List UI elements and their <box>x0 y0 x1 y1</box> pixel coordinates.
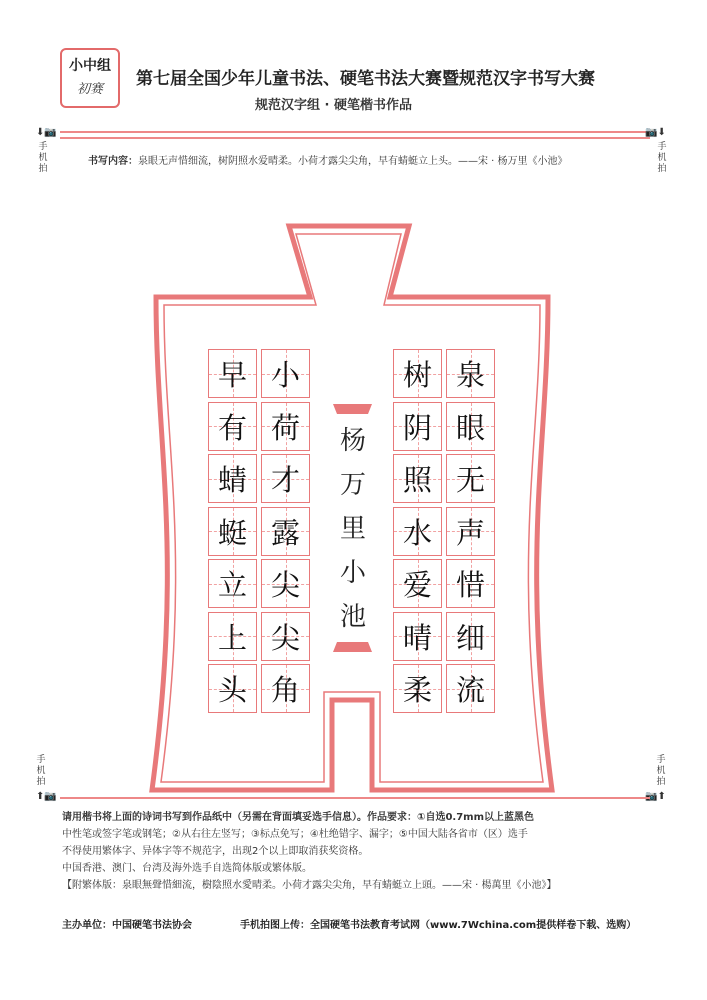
grid-character: 照 <box>402 463 432 497</box>
grid-character: 角 <box>270 673 300 707</box>
footer-organizer: 主办单位：中国硬笔书法协会 <box>62 920 192 931</box>
grid-cell <box>208 454 257 503</box>
grid-cell <box>393 402 442 451</box>
instruction-line-1: 请用楷书将上面的诗词书写到作品纸中（另需在背面填妥选手信息）。作品要求：①自选0.7mm以上蓝黑色 <box>62 812 535 823</box>
grid-cell <box>446 612 495 661</box>
grid-cell <box>208 402 257 451</box>
grid-character: 惜 <box>455 568 485 602</box>
grid-character: 蜻 <box>217 463 247 497</box>
author-character: 杨 <box>339 426 366 456</box>
grid-character: 早 <box>217 358 247 392</box>
grid-cell <box>261 507 310 556</box>
grid-character: 细 <box>455 620 485 655</box>
grid-cell <box>393 349 442 398</box>
grid-cell <box>208 559 257 608</box>
instruction-line-2: 中性笔或签字笔或钢笔；②从右往左竖写；③标点免写；④杜绝错字、漏字；⑤中国大陆各省市（区）选手 <box>62 829 528 840</box>
camera-icon: 📷 <box>645 791 658 802</box>
grid-cell <box>446 507 495 556</box>
grid-cell <box>446 454 495 503</box>
grid-character: 树 <box>402 358 432 392</box>
page-subtitle: 规范汉字组 · 硬笔楷书作品 <box>255 98 412 113</box>
grid-character: 尖 <box>270 568 300 602</box>
grid-character: 蜓 <box>217 515 247 550</box>
grid-character: 尖 <box>270 620 300 655</box>
grid-character: 才 <box>270 463 300 497</box>
grid-cell <box>261 559 310 608</box>
content-text: 泉眼无声惜细流，树阴照水爱晴柔。小荷才露尖尖角，早有蜻蜓立上头。——宋 · 杨万里《小池》 <box>138 156 568 167</box>
grid-character: 柔 <box>402 673 432 707</box>
grid-character: 声 <box>455 515 485 550</box>
author-character: 池 <box>339 602 366 632</box>
grid-cell <box>261 454 310 503</box>
phone-shot-label-tl: 手机拍 <box>38 142 48 174</box>
author-character: 小 <box>339 558 366 588</box>
grid-cell <box>446 559 495 608</box>
grid-cell <box>393 612 442 661</box>
grid-cell <box>261 349 310 398</box>
grid-cell <box>446 349 495 398</box>
phone-shot-label-tr: 手机拍 <box>657 142 667 174</box>
instruction-line-4: 中国香港、澳门、台湾及海外选手自选简体版或繁体版。 <box>62 863 312 874</box>
grid-character: 眼 <box>455 410 485 445</box>
bottom-left-marker <box>36 791 57 802</box>
camera-icon: 📷 <box>645 127 658 138</box>
camera-icon: 📷 <box>44 791 57 802</box>
grid-character: 立 <box>217 568 247 602</box>
page-title: 第七届全国少年儿童书法、硬笔书法大赛暨规范汉字书写大赛 <box>136 69 595 89</box>
up-arrow-icon: ⬆ <box>36 791 45 802</box>
bottom-rule <box>60 797 650 799</box>
grid-character: 晴 <box>402 620 432 655</box>
grid-character: 流 <box>455 673 485 707</box>
author-character: 万 <box>339 470 366 500</box>
grid-character: 无 <box>455 463 485 497</box>
grid-cell <box>208 612 257 661</box>
footer-upload: 手机拍图上传：全国硬笔书法教育考试网（www.7Wchina.com提供样卷下载、选购） <box>240 920 637 931</box>
down-arrow-icon: ⬇ <box>657 127 666 138</box>
badge-round-label: 初赛 <box>76 82 103 97</box>
author-character: 里 <box>339 514 366 544</box>
grid-character: 上 <box>217 620 247 655</box>
grid-character: 泉 <box>455 358 485 392</box>
grid-character: 阴 <box>402 410 432 445</box>
camera-icon: 📷 <box>44 127 57 138</box>
grid-cell <box>446 402 495 451</box>
down-arrow-icon: ⬇ <box>36 127 45 138</box>
grid-cell <box>393 454 442 503</box>
grid-character: 有 <box>217 410 247 445</box>
grid-character: 荷 <box>270 410 300 445</box>
grid-cell <box>446 664 495 713</box>
grid-cell <box>393 507 442 556</box>
grid-cell <box>208 507 257 556</box>
badge-group-label: 小中组 <box>69 58 111 74</box>
phone-shot-label-br: 手机拍 <box>656 755 666 787</box>
grid-cell <box>261 664 310 713</box>
grid-character: 头 <box>217 673 247 707</box>
instruction-line-5: 【附繁体版：泉眼無聲惜細流，樹陰照水愛晴柔。小荷才露尖尖角，早有蜻蜓立上頭。——宋 · 楊萬里《小池》】 <box>62 880 557 891</box>
phone-shot-label-bl: 手机拍 <box>36 755 46 787</box>
grid-character: 水 <box>402 515 432 550</box>
content-label: 书写内容： <box>88 156 138 167</box>
grid-cell <box>208 664 257 713</box>
grid-character: 爱 <box>402 568 432 602</box>
instruction-line-3: 不得使用繁体字、异体字等不规范字，出现2个以上即取消获奖资格。 <box>62 846 369 857</box>
grid-cell <box>261 402 310 451</box>
grid-character: 小 <box>270 358 300 392</box>
grid-character: 露 <box>270 515 300 550</box>
up-arrow-icon: ⬆ <box>657 791 666 802</box>
grid-cell <box>393 559 442 608</box>
grid-cell <box>393 664 442 713</box>
grid-cell <box>261 612 310 661</box>
author-column <box>333 420 373 640</box>
grid-cell <box>208 349 257 398</box>
